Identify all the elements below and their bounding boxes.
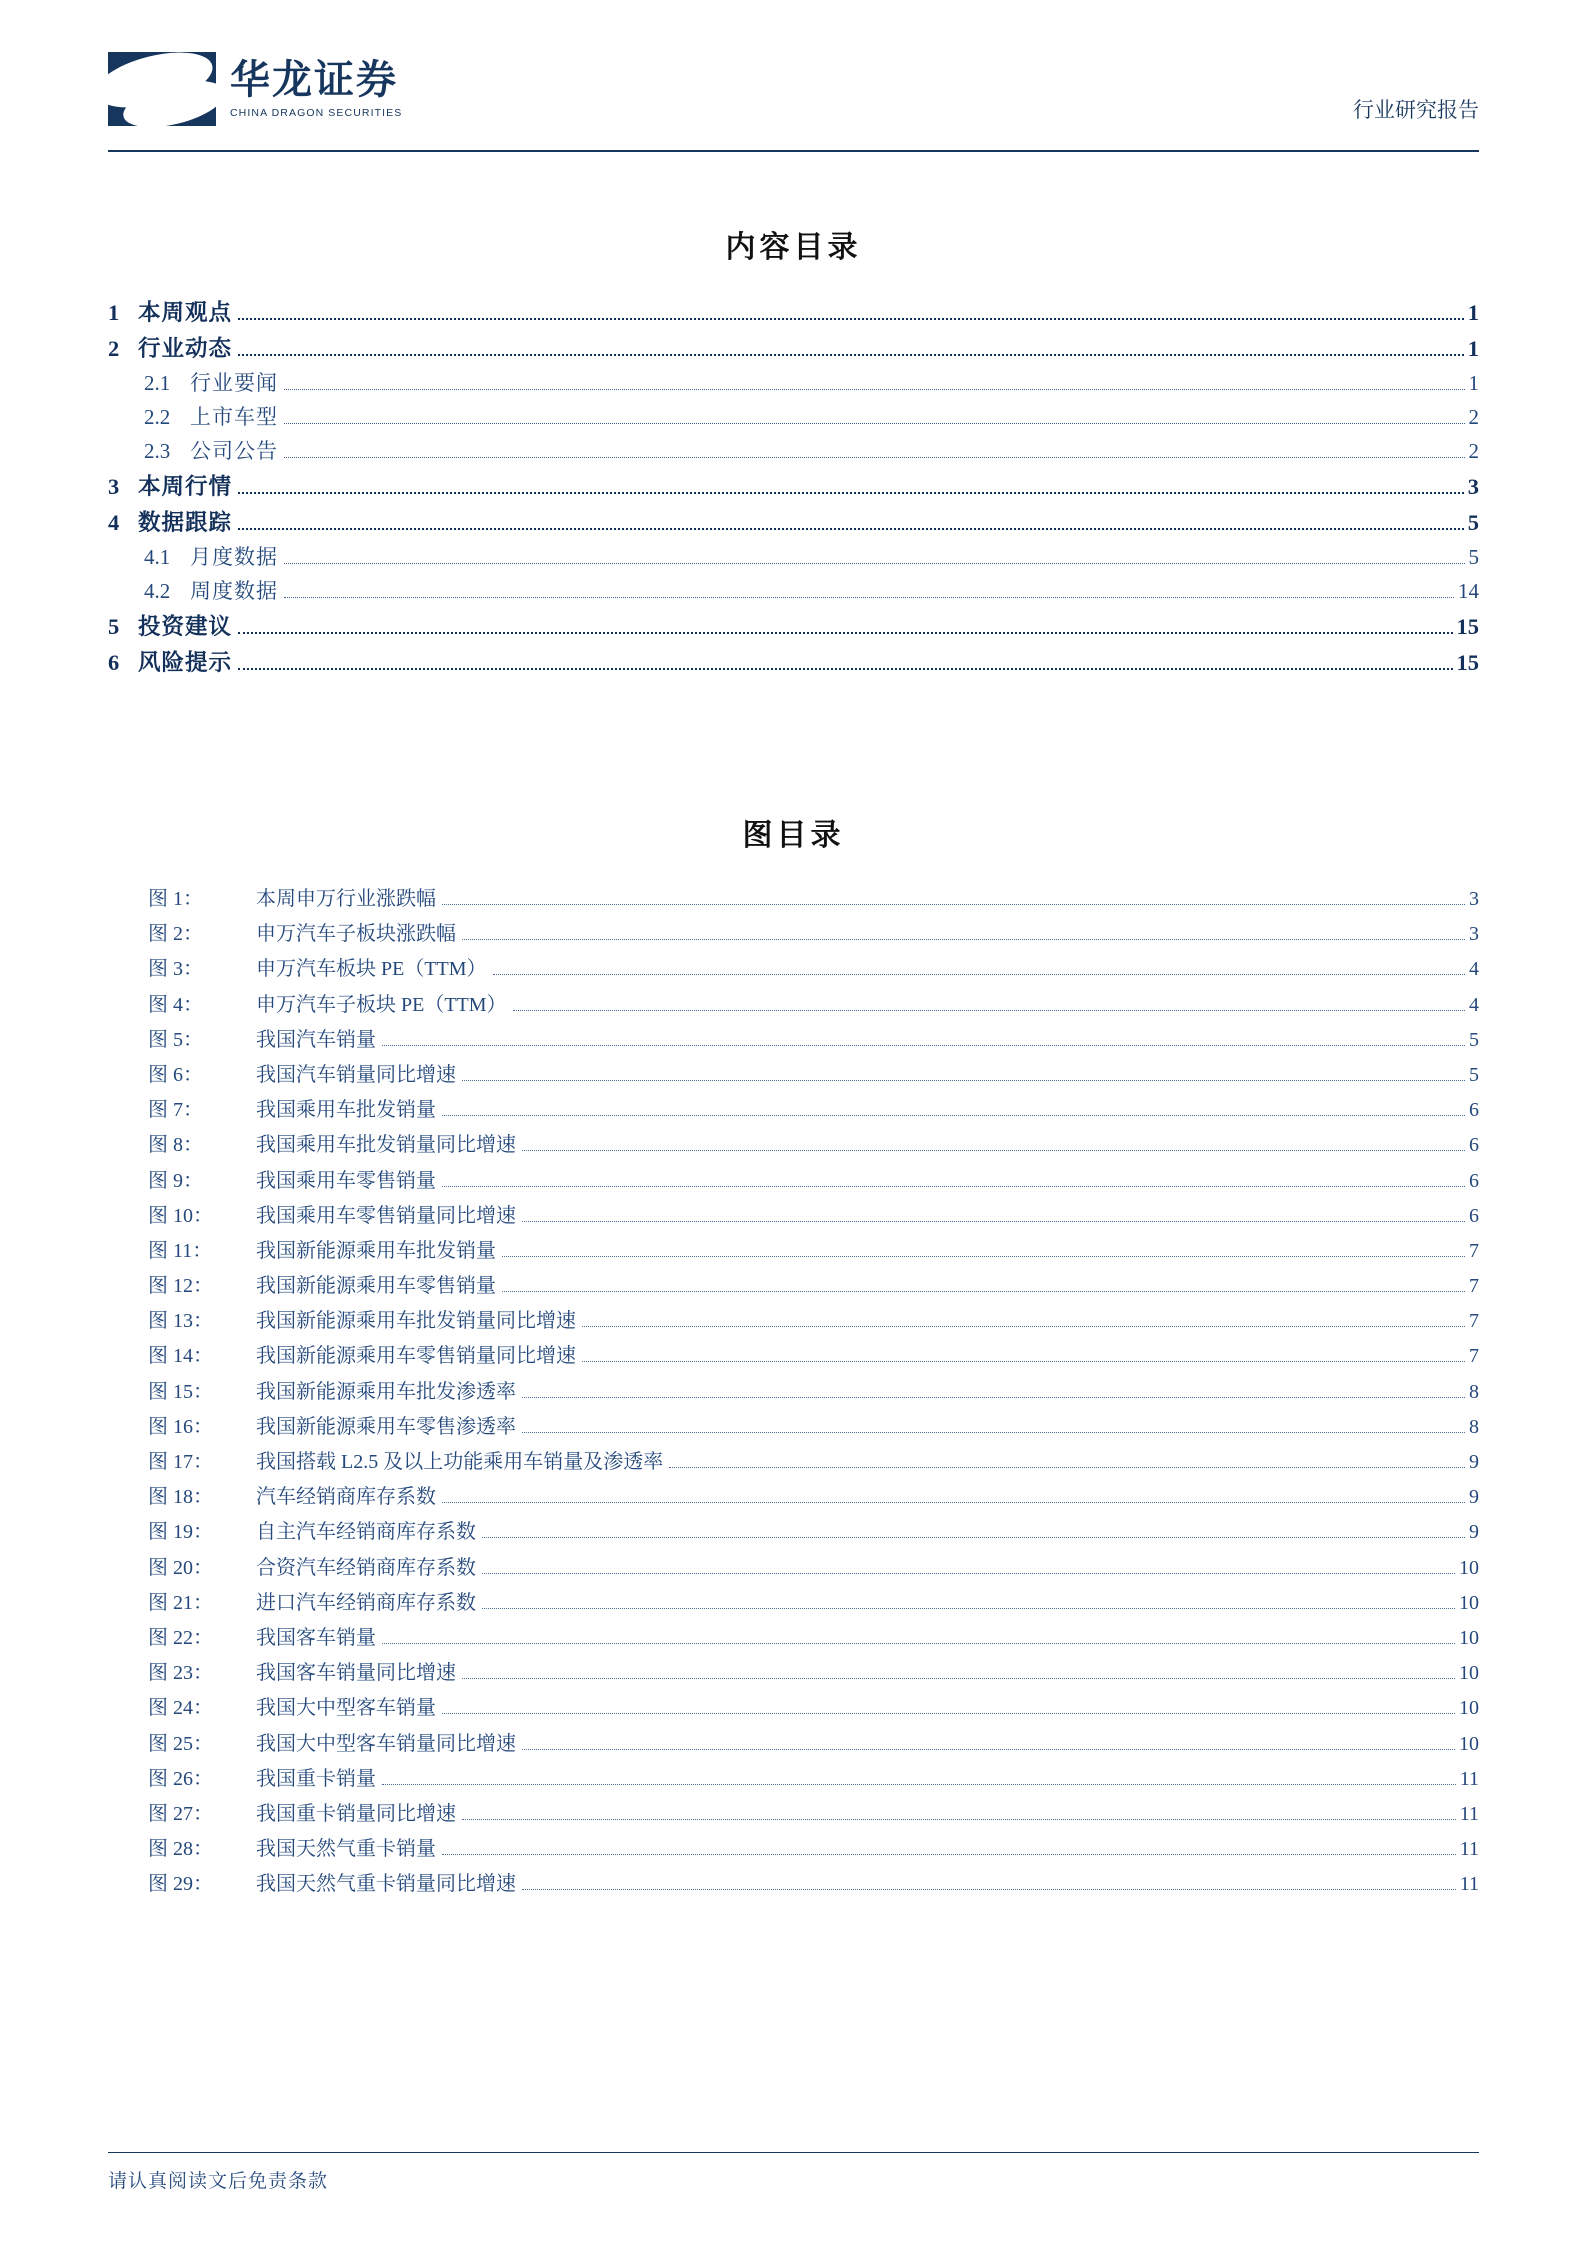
figure-number: 图 25： xyxy=(148,1732,213,1755)
figure-page: 11 xyxy=(1459,1873,1479,1896)
toc-leader-dots xyxy=(238,667,1452,670)
figure-page: 7 xyxy=(1469,1275,1479,1298)
figure-list-item[interactable] xyxy=(148,1058,1479,1087)
toc-leader-dots xyxy=(284,388,1465,390)
figure-leader-dots xyxy=(462,1079,1465,1081)
figure-leader-dots xyxy=(442,1185,1465,1187)
figure-leader-dots xyxy=(502,1290,1465,1292)
figure-number: 图 20： xyxy=(148,1556,213,1579)
toc-item-page: 15 xyxy=(1456,650,1479,675)
figure-label: 合资汽车经销商库存系数 xyxy=(256,1556,476,1579)
toc-item-5[interactable] xyxy=(108,609,1479,641)
figure-list-item[interactable] xyxy=(148,1762,1479,1791)
figure-page: 10 xyxy=(1459,1662,1479,1685)
toc-item-page: 15 xyxy=(1456,614,1479,639)
figure-number: 图 8： xyxy=(148,1134,203,1157)
figure-list xyxy=(148,882,1479,1902)
footer-disclaimer: 请认真阅读文后免责条款 xyxy=(108,2171,329,2192)
toc-item-2-1[interactable] xyxy=(108,367,1479,397)
figure-label: 我国天然气重卡销量 xyxy=(256,1838,436,1861)
figure-leader-dots xyxy=(482,1572,1455,1574)
figure-leader-dots xyxy=(502,1255,1465,1257)
toc-item-4[interactable] xyxy=(108,505,1479,537)
logo-company-name-en: CHINA DRAGON SECURITIES xyxy=(230,106,403,119)
figure-list-item[interactable] xyxy=(148,1269,1479,1298)
figure-page: 3 xyxy=(1469,888,1479,910)
toc-item-number: 4.2 xyxy=(144,579,171,603)
figure-number: 图 2： xyxy=(148,923,203,946)
figure-label: 自主汽车经销商库存系数 xyxy=(256,1521,476,1544)
figure-number: 图 16： xyxy=(148,1415,213,1438)
figure-page: 9 xyxy=(1469,1451,1479,1473)
toc-item-number: 4 xyxy=(108,510,120,535)
toc-title: 内容目录 xyxy=(725,231,862,264)
figure-label: 我国新能源乘用车零售销量 xyxy=(256,1275,496,1298)
toc-item-2-2[interactable] xyxy=(108,401,1479,431)
figure-list-item[interactable] xyxy=(148,1656,1479,1685)
page-header xyxy=(108,52,1479,152)
figure-number: 图 6： xyxy=(148,1063,203,1086)
figure-label: 我国新能源乘用车零售销量同比增速 xyxy=(256,1345,576,1368)
figure-leader-dots xyxy=(442,903,1465,905)
toc-item-6[interactable] xyxy=(108,645,1479,677)
toc-item-label: 风险提示 xyxy=(138,650,233,675)
figure-number: 图 18： xyxy=(148,1486,213,1509)
figure-list-item[interactable] xyxy=(148,1199,1479,1228)
figure-page: 6 xyxy=(1469,1134,1479,1157)
toc-item-number: 4.1 xyxy=(144,545,171,569)
figure-leader-dots xyxy=(442,1501,1465,1503)
toc-item-page: 2 xyxy=(1468,439,1479,463)
figure-leader-dots xyxy=(513,1009,1465,1011)
figure-label: 我国乘用车零售销量 xyxy=(256,1169,436,1192)
figure-page: 11 xyxy=(1459,1838,1479,1861)
figure-list-item[interactable] xyxy=(148,1727,1479,1756)
toc-item-number: 2.3 xyxy=(144,439,171,463)
toc-item-label: 上市车型 xyxy=(190,405,278,429)
figure-page: 8 xyxy=(1469,1415,1479,1438)
figure-label: 我国汽车销量同比增速 xyxy=(256,1063,456,1086)
figure-number: 图 19： xyxy=(148,1521,213,1544)
figure-label: 我国汽车销量 xyxy=(256,1028,376,1051)
figure-leader-dots xyxy=(382,1783,1456,1785)
figure-number: 图 15： xyxy=(148,1380,213,1403)
figure-leader-dots xyxy=(522,1220,1465,1222)
figure-number: 图 28： xyxy=(148,1838,213,1861)
figure-label: 申万汽车板块 PE（TTM） xyxy=(256,958,487,981)
figure-leader-dots xyxy=(522,1396,1465,1398)
figure-leader-dots xyxy=(493,973,1465,975)
figure-list-item[interactable] xyxy=(148,1445,1479,1474)
toc-item-page: 5 xyxy=(1468,545,1479,569)
figure-leader-dots xyxy=(462,1677,1455,1679)
toc-item-label: 周度数据 xyxy=(190,579,278,603)
figure-number: 图 22： xyxy=(148,1626,213,1649)
toc-leader-dots xyxy=(238,527,1464,530)
figure-leader-dots xyxy=(522,1149,1465,1151)
figure-list-item[interactable] xyxy=(148,1691,1479,1720)
figure-label: 我国客车销量 xyxy=(256,1626,376,1649)
figure-label: 我国乘用车批发销量 xyxy=(256,1099,436,1122)
figure-page: 10 xyxy=(1459,1591,1479,1614)
figure-number: 图 23： xyxy=(148,1662,213,1685)
figure-list-item[interactable] xyxy=(148,952,1479,981)
toc-item-label: 数据跟踪 xyxy=(138,510,233,535)
toc-item-2-3[interactable] xyxy=(108,435,1479,465)
figure-number: 图 1： xyxy=(148,888,203,910)
figure-label: 我国大中型客车销量 xyxy=(256,1697,436,1720)
figure-leader-dots xyxy=(582,1360,1465,1362)
figure-list-item[interactable] xyxy=(148,988,1479,1017)
figure-list-item[interactable] xyxy=(148,1480,1479,1509)
toc-item-2[interactable] xyxy=(108,331,1479,363)
figure-page: 6 xyxy=(1469,1099,1479,1122)
dragon-wave-logo-icon xyxy=(108,52,216,126)
figure-number: 图 17： xyxy=(148,1451,213,1473)
toc-item-page: 1 xyxy=(1468,371,1479,395)
figure-number: 图 3： xyxy=(148,958,203,981)
figure-number: 图 11： xyxy=(148,1239,213,1262)
figure-leader-dots xyxy=(442,1712,1455,1714)
figure-label: 我国新能源乘用车批发销量同比增速 xyxy=(256,1310,576,1333)
figure-label: 我国乘用车零售销量同比增速 xyxy=(256,1204,516,1227)
toc-item-number: 5 xyxy=(108,614,120,639)
figure-label: 我国客车销量同比增速 xyxy=(256,1662,456,1685)
figure-label: 我国乘用车批发销量同比增速 xyxy=(256,1134,516,1157)
figure-label: 汽车经销商库存系数 xyxy=(256,1486,436,1509)
figure-label: 我国大中型客车销量同比增速 xyxy=(256,1732,516,1755)
figure-list-item[interactable] xyxy=(148,1515,1479,1544)
figure-list-item[interactable] xyxy=(148,1304,1479,1333)
toc-item-number: 2 xyxy=(108,336,120,361)
figure-list-item[interactable] xyxy=(148,1797,1479,1826)
figure-list-title: 图目录 xyxy=(742,819,845,852)
company-logo xyxy=(108,52,402,126)
logo-company-name-cn: 华龙证券 xyxy=(230,56,398,102)
figure-list-item[interactable] xyxy=(148,1234,1479,1263)
figure-leader-dots xyxy=(382,1044,1465,1046)
toc-leader-dots xyxy=(284,562,1465,564)
figure-list-item[interactable] xyxy=(148,1023,1479,1052)
figure-number: 图 14： xyxy=(148,1345,213,1368)
figure-leader-dots xyxy=(442,1114,1465,1116)
figure-page: 7 xyxy=(1469,1310,1479,1333)
toc-item-number: 2.1 xyxy=(144,371,171,395)
figure-leader-dots xyxy=(442,1853,1456,1855)
figure-list-item[interactable] xyxy=(148,1621,1479,1650)
figure-page: 10 xyxy=(1459,1556,1479,1579)
toc-item-page: 3 xyxy=(1467,474,1479,499)
figure-page: 7 xyxy=(1469,1239,1479,1262)
figure-page: 9 xyxy=(1469,1486,1479,1509)
figure-list-item[interactable] xyxy=(148,917,1479,946)
figure-label: 我国新能源乘用车批发销量 xyxy=(256,1239,496,1262)
toc-leader-dots xyxy=(238,353,1464,356)
logo-text-block xyxy=(230,56,403,119)
figure-page: 10 xyxy=(1459,1626,1479,1649)
figure-list-item[interactable] xyxy=(148,1164,1479,1193)
figure-label: 我国重卡销量同比增速 xyxy=(256,1802,456,1825)
figure-list-item[interactable] xyxy=(148,1093,1479,1122)
figure-label: 进口汽车经销商库存系数 xyxy=(256,1591,476,1614)
toc-item-page: 14 xyxy=(1458,579,1479,603)
toc-item-4-1[interactable] xyxy=(108,541,1479,571)
figure-list-item[interactable] xyxy=(148,1375,1479,1404)
toc-leader-dots xyxy=(238,491,1464,494)
figure-label: 申万汽车子板块涨跌幅 xyxy=(256,923,456,946)
toc-item-number: 3 xyxy=(108,474,120,499)
toc-item-label: 月度数据 xyxy=(190,545,278,569)
toc-item-4-2[interactable] xyxy=(108,575,1479,605)
toc-item-label: 投资建议 xyxy=(138,614,233,639)
figure-number: 图 26： xyxy=(148,1767,213,1790)
figure-number: 图 7： xyxy=(148,1099,203,1122)
toc-leader-dots xyxy=(284,456,1465,458)
figure-number: 图 24： xyxy=(148,1697,213,1720)
figure-number: 图 21： xyxy=(148,1591,213,1614)
toc-item-number: 6 xyxy=(108,650,120,675)
figure-number: 图 5： xyxy=(148,1028,203,1051)
figure-list-item[interactable] xyxy=(148,1551,1479,1580)
figure-page: 4 xyxy=(1469,993,1479,1016)
figure-leader-dots xyxy=(522,1431,1465,1433)
footer-divider xyxy=(108,2152,1479,2153)
toc-item-number: 1 xyxy=(108,300,120,325)
figure-list-item[interactable] xyxy=(148,1339,1479,1368)
figure-page: 11 xyxy=(1459,1767,1479,1790)
figure-list-item[interactable] xyxy=(148,1586,1479,1615)
toc-item-page: 1 xyxy=(1467,300,1479,325)
toc-item-1[interactable] xyxy=(108,295,1479,327)
figure-page: 8 xyxy=(1469,1380,1479,1403)
toc-leader-dots xyxy=(284,422,1465,424)
figure-leader-dots xyxy=(582,1325,1465,1327)
figure-number: 图 9： xyxy=(148,1169,203,1192)
figure-label: 本周申万行业涨跌幅 xyxy=(256,888,436,910)
figure-label: 我国搭载 L2.5 及以上功能乘用车销量及渗透率 xyxy=(256,1451,664,1473)
figure-list-item[interactable] xyxy=(148,1832,1479,1861)
figure-page: 5 xyxy=(1469,1028,1479,1051)
figure-label: 我国重卡销量 xyxy=(256,1767,376,1790)
figure-number: 图 4： xyxy=(148,993,203,1016)
toc-leader-dots xyxy=(284,596,1454,598)
toc-item-page: 5 xyxy=(1467,510,1479,535)
toc-item-label: 行业要闻 xyxy=(190,371,278,395)
figure-number: 图 27： xyxy=(148,1802,213,1825)
figure-page: 6 xyxy=(1469,1204,1479,1227)
toc-leader-dots xyxy=(238,631,1452,634)
toc-item-page: 2 xyxy=(1468,405,1479,429)
figure-list-item[interactable] xyxy=(148,1410,1479,1439)
table-of-contents xyxy=(108,295,1479,681)
toc-leader-dots xyxy=(238,317,1464,320)
figure-leader-dots xyxy=(482,1607,1455,1609)
figure-number: 图 12： xyxy=(148,1275,213,1298)
figure-label: 我国新能源乘用车批发渗透率 xyxy=(256,1380,516,1403)
figure-leader-dots xyxy=(382,1642,1455,1644)
figure-number: 图 13： xyxy=(148,1310,213,1333)
figure-page: 4 xyxy=(1469,958,1479,981)
figure-label: 我国天然气重卡销量同比增速 xyxy=(256,1873,516,1896)
figure-label: 申万汽车子板块 PE（TTM） xyxy=(256,993,507,1016)
figure-leader-dots xyxy=(522,1888,1456,1890)
toc-item-label: 本周行情 xyxy=(138,474,233,499)
figure-page: 6 xyxy=(1469,1169,1479,1192)
figure-label: 我国新能源乘用车零售渗透率 xyxy=(256,1415,516,1438)
figure-page: 7 xyxy=(1469,1345,1479,1368)
figure-list-item[interactable] xyxy=(148,1867,1479,1896)
toc-item-number: 2.2 xyxy=(144,405,171,429)
figure-page: 10 xyxy=(1459,1732,1479,1755)
figure-leader-dots xyxy=(482,1536,1465,1538)
figure-leader-dots xyxy=(669,1466,1465,1468)
figure-number: 图 10： xyxy=(148,1204,213,1227)
figure-leader-dots xyxy=(522,1748,1455,1750)
toc-item-3[interactable] xyxy=(108,469,1479,501)
figure-page: 9 xyxy=(1469,1521,1479,1544)
figure-page: 11 xyxy=(1459,1802,1479,1825)
toc-item-page: 1 xyxy=(1467,336,1479,361)
figure-leader-dots xyxy=(462,938,1465,940)
figure-number: 图 29： xyxy=(148,1873,213,1896)
header-divider xyxy=(108,150,1479,152)
toc-item-label: 公司公告 xyxy=(190,439,278,463)
toc-item-label: 行业动态 xyxy=(138,336,233,361)
report-type-label: 行业研究报告 xyxy=(1353,98,1479,122)
figure-list-item[interactable] xyxy=(148,882,1479,911)
figure-list-item[interactable] xyxy=(148,1128,1479,1157)
figure-leader-dots xyxy=(462,1818,1456,1820)
toc-item-label: 本周观点 xyxy=(138,300,233,325)
figure-page: 10 xyxy=(1459,1697,1479,1720)
figure-page: 3 xyxy=(1469,923,1479,946)
figure-page: 5 xyxy=(1469,1063,1479,1086)
